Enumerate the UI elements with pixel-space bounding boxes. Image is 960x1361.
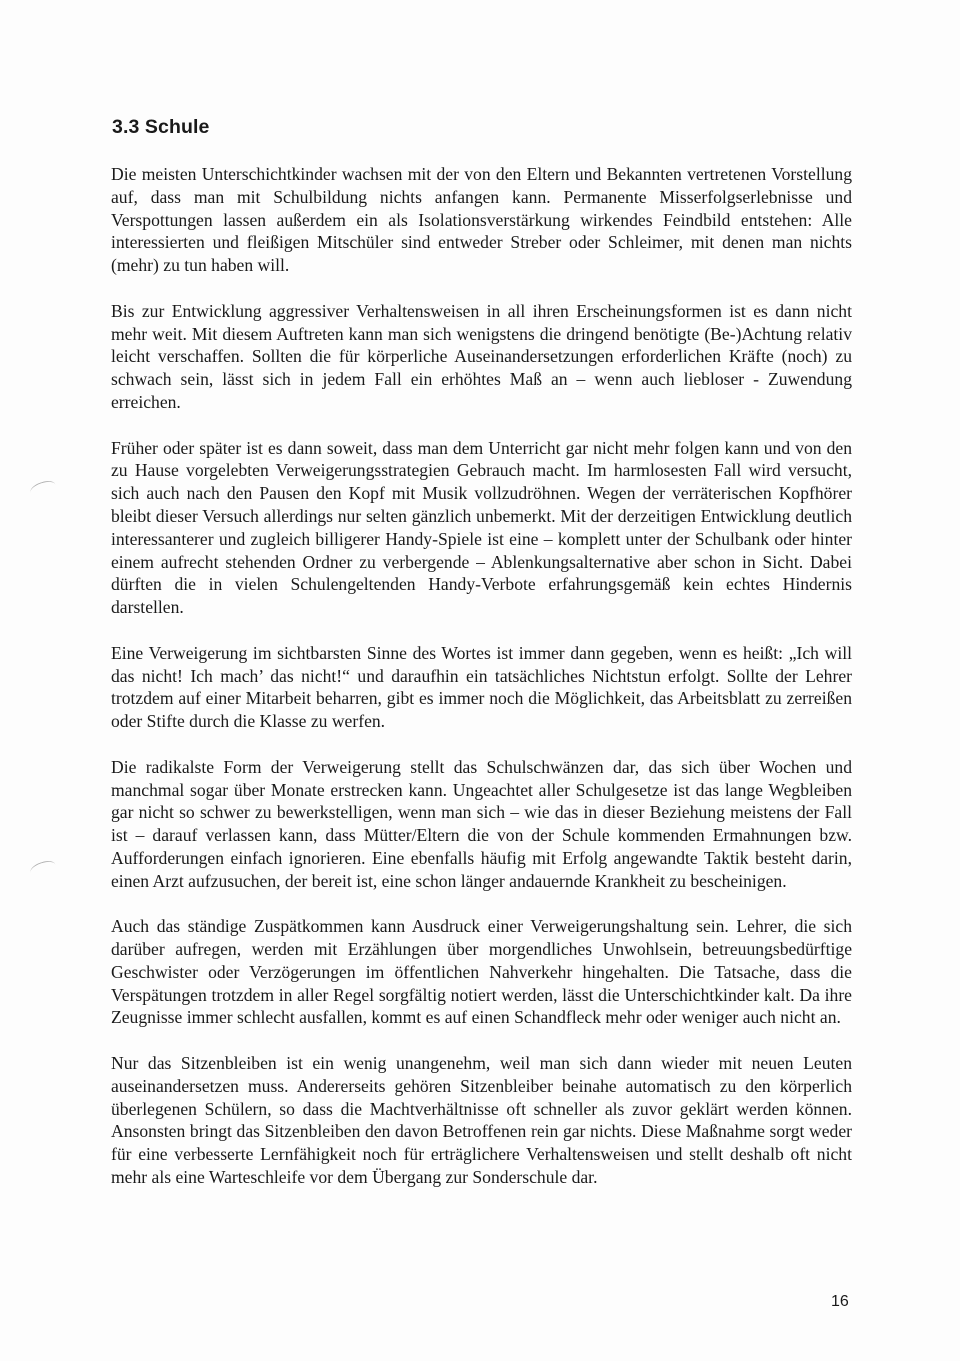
paragraph: Die meisten Unterschichtkinder wachsen mit der von den Eltern und Bekannten vertretenen Vorstellung auf, dass man mit Schulbildung nichts anfangen kann. Permanente Misserfolgserlebnisse und Verspottungen lassen außerdem ein als Isolationsverstärkung wirkendes Feindbild entstehen: Alle interessierten und fleißigen Mitschüler sind entweder Streber oder Schleimer, mit denen man nichts (mehr) zu tun haben will. bbox=[111, 164, 852, 276]
section-heading: 3.3 Schule bbox=[112, 116, 210, 138]
scan-mark bbox=[29, 478, 58, 498]
paragraph: Auch das ständige Zuspätkommen kann Ausdruck einer Verweigerungshaltung sein. Lehrer, die sich darüber aufregen, werden mit Erzählungen über morgendliches Unwohlsein, betreuungsbedürftige Geschwister oder Verzögerungen im öffentlichen Nahverkehr hingehalten. Die Tatsache, dass die Verspätungen trotzdem in aller Regel sorgfältig notiert werden, lässt die Unterschichtkinder kalt. Da ihre Zeugnisse immer schlecht ausfallen, kommt es auf einen Schandfleck mehr oder weniger auch nicht an. bbox=[111, 916, 852, 1028]
paragraph: Die radikalste Form der Verweigerung stellt das Schulschwänzen dar, das sich über Wochen und manchmal sogar über Monate erstrecken kann. Ungeachtet aller Schulgesetze ist das lange Wegbleiben gar nicht so schwer zu bewerkstelligen, wenn man sich – wie das in dieser Beziehung meistens der Fall ist – darauf verlassen kann, dass Mütter/Eltern die von der Schule kommenden Ermahnungen bzw. Aufforderungen einfach ignorieren. Eine ebenfalls häufig mit Erfolg angewandte Taktik besteht darin, einen Arzt aufzusuchen, der bereit ist, eine schon länger andauernde Krankheit zu bescheinigen. bbox=[111, 756, 852, 891]
paragraph: Nur das Sitzenbleiben ist ein wenig unangenehm, weil man sich dann wieder mit neuen Leuten auseinandersetzen muss. Andererseits gehören Sitzenbleiber beinahe automatisch zu den körperlich überlegenen Schülern, so dass die Machtverhältnisse oft schneller als zuvor geklärt werden können. Ansonsten bringt das Sitzenbleiben den davon Betroffenen rein gar nichts. Diese Maßnahme sorgt weder für eine verbesserte Lernfähigkeit noch für erträglichere Verhaltensweisen und stellt deshalb oft nicht mehr als eine Warteschleife vor dem Übergang zur Sonderschule dar. bbox=[111, 1053, 852, 1188]
scan-mark bbox=[29, 858, 58, 878]
paragraph: Eine Verweigerung im sichtbarsten Sinne des Wortes ist immer dann gegeben, wenn es heißt: „Ich will das nicht! Ich mach’ das nicht!“ und daraufhin ein tatsächliches Nichtstun erfolgt. Sollte der Lehrer trotzdem auf einer Mitarbeit beharren, gibt es immer noch die Möglichkeit, das Arbeitsblatt zu zerreißen oder Stifte durch die Klasse zu werfen. bbox=[111, 642, 852, 732]
paragraph: Bis zur Entwicklung aggressiver Verhaltensweisen in all ihren Erscheinungsformen ist es dann nicht mehr weit. Mit diesem Auftreten kann man sich wenigstens die dringend benötigte (Be-)Achtung relativ leicht verschaffen. Sollten die für körperliche Auseinandersetzungen erforderlichen Kräfte (noch) zu schwach sein, lässt sich in jedem Fall ein erhöhtes Maß an – wenn auch liebloser - Zuwendung erreichen. bbox=[111, 300, 852, 412]
page-number: 16 bbox=[831, 1293, 849, 1310]
body-text bbox=[111, 163, 852, 1212]
paragraph: Früher oder später ist es dann soweit, dass man dem Unterricht gar nicht mehr folgen kann und von den zu Hause vorgelebten Verweigerungsstrategien Gebrauch macht. Im harmlosesten Fall wird versucht, sich auch nach den Pausen den Kopf mit Musik vollzudröhnen. Wegen der verräterischen Kopfhörer bleibt dieser Versuch allerdings nur selten gänzlich unbemerkt. Mit der derzeitigen Entwicklung deutlich interessanterer und zugleich billigerer Handy-Spiele ist eine – komplett unter der Schulbank oder hinter einem aufrecht stehenden Ordner zu verbergende – Ablenkungsalternative aber schon in Sicht. Dabei dürften die in vielen Schulengeltenden Handy-Verbote erfahrungsgemäß kein echtes Hindernis darstellen. bbox=[111, 437, 852, 618]
